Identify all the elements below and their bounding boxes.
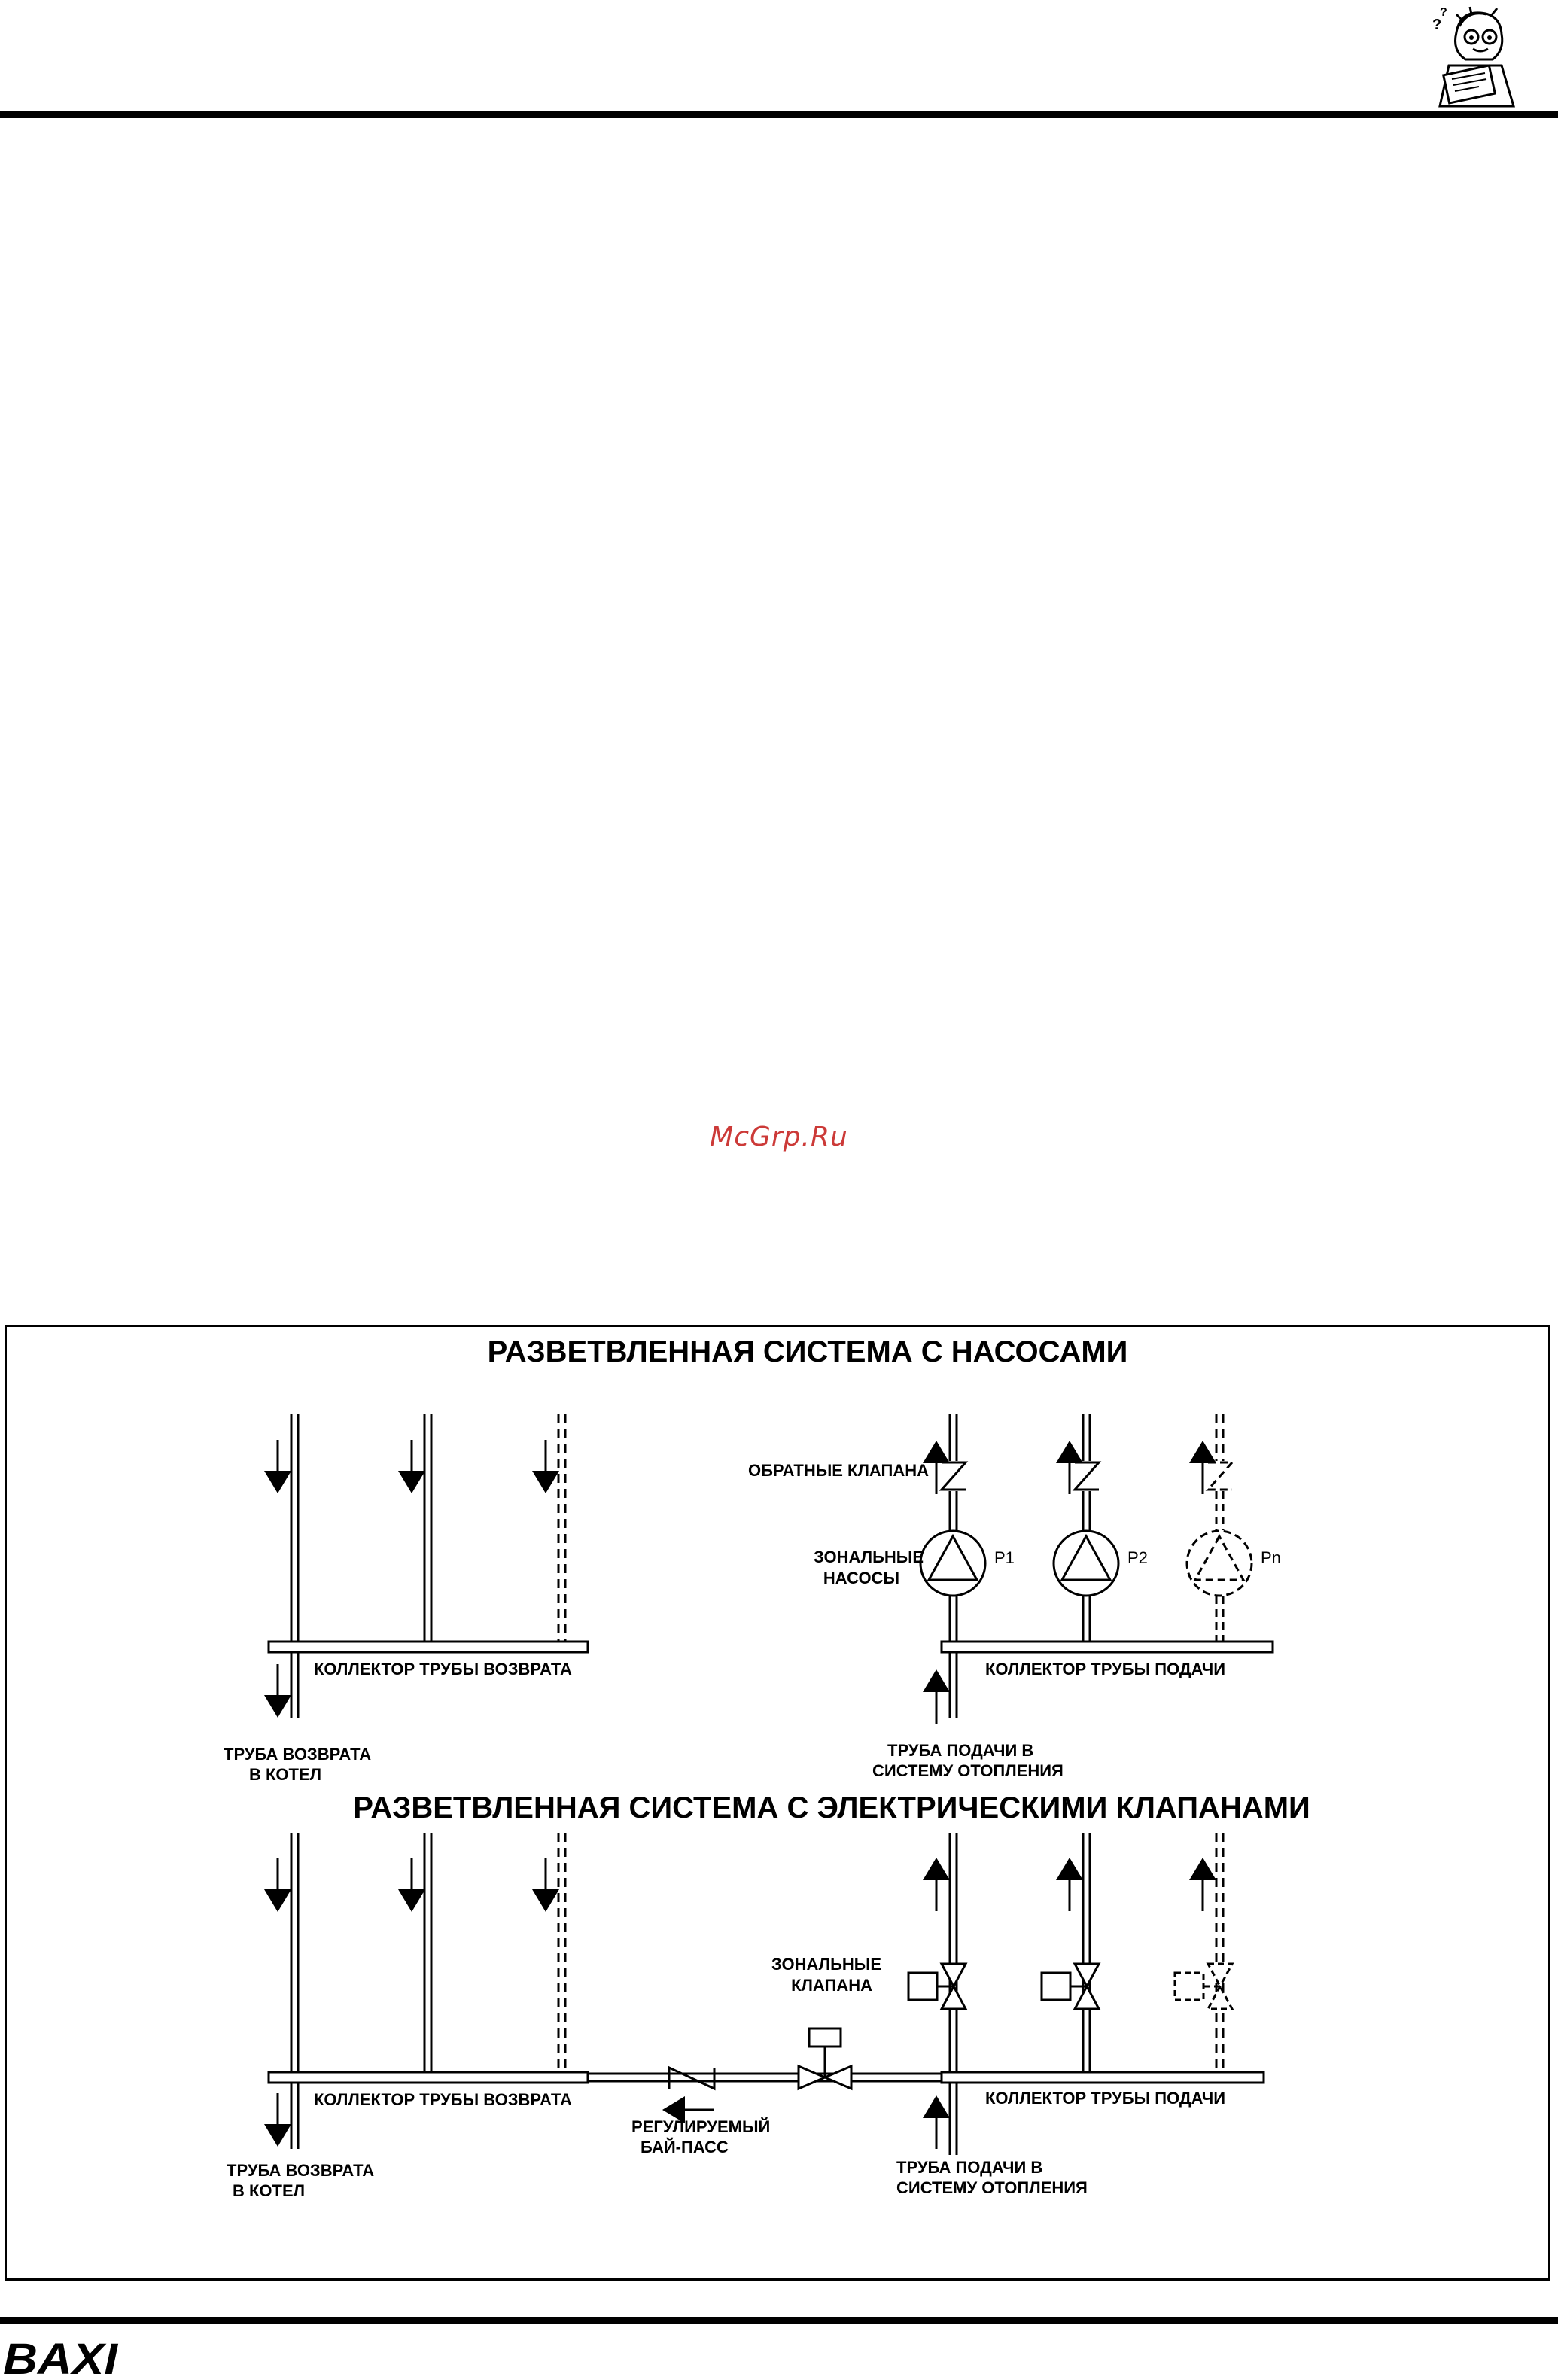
pumps-section-title: РАЗВЕТВЛЕННАЯ СИСТЕМА С НАСОСАМИ	[487, 1335, 1128, 1368]
return-pipe-label-top-line1: ТРУБА ВОЗВРАТА	[224, 1745, 372, 1764]
baxi-logo-text: BAXI	[3, 2341, 120, 2376]
check-valves-label: ОБРАТНЫЕ КЛАПАНА	[747, 1461, 929, 1480]
return-collector-label-top: КОЛЛЕКТОР ТРУБЫ ВОЗВРАТА	[314, 1660, 572, 1678]
bypass-label-line1: РЕГУЛИРУЕМЫЙ	[631, 2117, 771, 2136]
supply-pipe-label-bottom-line1: ТРУБА ПОДАЧИ В	[896, 2158, 1043, 2177]
supply-collector-top	[942, 1642, 1273, 1652]
watermark: McGrp.Ru	[710, 1122, 848, 1152]
reading-man-icon	[1426, 4, 1524, 109]
zone-valves-label-line1: ЗОНАЛЬНЫЕ	[771, 1955, 881, 1974]
valves-section-title: РАЗВЕТВЛЕННАЯ СИСТЕМА С ЭЛЕКТРИЧЕСКИМИ КЛАПАНАМИ	[353, 1791, 1310, 1825]
bypass-label-line2: БАЙ-ПАСС	[641, 2138, 729, 2156]
supply-collector-label-bottom: КОЛЛЕКТОР ТРУБЫ ПОДАЧИ	[985, 2089, 1226, 2108]
return-branch-pipes-top	[291, 1414, 565, 1649]
supply-pipe-label-bottom-line2: СИСТЕМУ ОТОПЛЕНИЯ	[896, 2178, 1088, 2197]
zone-pumps-label-line2: НАСОСЫ	[823, 1569, 899, 1587]
return-collector-bottom	[269, 2072, 588, 2083]
pump-id-p2: P2	[1127, 1548, 1148, 1567]
svg-text:?: ?	[1432, 17, 1442, 33]
check-valves-top	[942, 1462, 1232, 1490]
heating-branch-diagram	[7, 1327, 1548, 2278]
zone-pump-p2	[1054, 1531, 1118, 1596]
zone-pumps-label-line1: ЗОНАЛЬНЫЕ	[814, 1548, 924, 1566]
return-pipe-label-bottom-line1: ТРУБА ВОЗВРАТА	[227, 2161, 375, 2180]
svg-text:?: ?	[1440, 6, 1447, 19]
header-rule	[0, 111, 1558, 118]
return-collector-label-bottom: КОЛЛЕКТОР ТРУБЫ ВОЗВРАТА	[314, 2090, 572, 2109]
supply-pipe-label-top-line2: СИСТЕМУ ОТОПЛЕНИЯ	[872, 1761, 1064, 1780]
supply-collector-bottom	[942, 2072, 1264, 2083]
pump-id-p1: P1	[994, 1548, 1015, 1567]
bypass-pipe	[588, 2028, 942, 2110]
supply-branch-pipes-top	[950, 1414, 1223, 1642]
zone-valves-label-line2: КЛАПАНА	[791, 1976, 872, 1995]
figure-frame	[5, 1325, 1550, 2281]
return-collector-top	[269, 1642, 588, 1652]
return-branch-pipes-bottom	[291, 1833, 565, 2080]
return-pipe-label-top-line2: В КОТЕЛ	[249, 1765, 322, 1784]
pump-id-pn: Pn	[1261, 1548, 1281, 1567]
supply-collector-label-top: КОЛЛЕКТОР ТРУБЫ ПОДАЧИ	[985, 1660, 1226, 1678]
zone-pump-pn	[1187, 1531, 1252, 1596]
baxi-logo	[0, 2341, 128, 2380]
zone-pump-p1	[920, 1531, 985, 1596]
footer-rule	[0, 2317, 1558, 2324]
return-pipe-label-bottom-line2: В КОТЕЛ	[233, 2181, 306, 2200]
supply-pipe-label-top-line1: ТРУБА ПОДАЧИ В	[887, 1741, 1034, 1760]
